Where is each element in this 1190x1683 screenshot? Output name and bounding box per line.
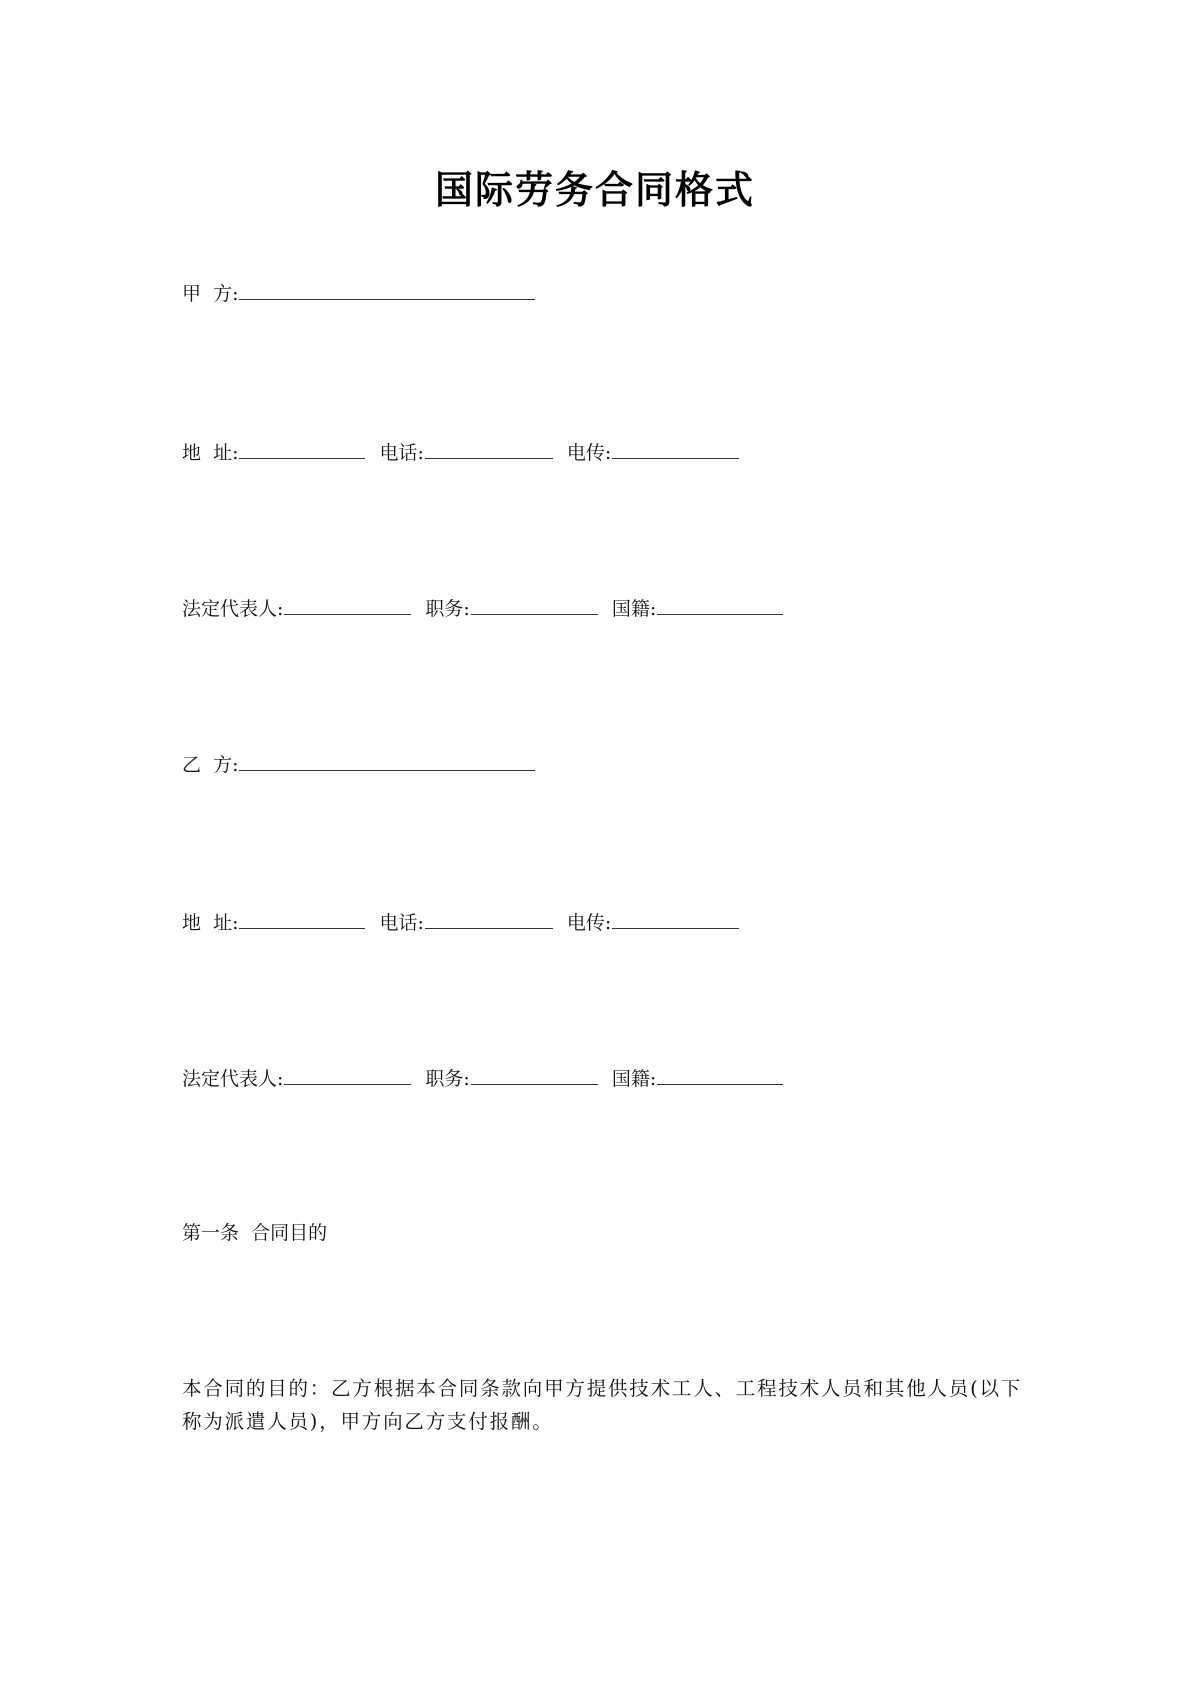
- party-a-position-field[interactable]: [471, 596, 598, 615]
- party-a-fax-label: 电传:: [566, 442, 612, 464]
- party-b-rep-field[interactable]: [284, 1066, 411, 1085]
- party-a-contact-row: [182, 440, 739, 465]
- party-a-rep-row: [182, 596, 783, 621]
- article-1-body-line-2: 称为派遣人员)，甲方向乙方支付报酬。: [182, 1410, 554, 1433]
- party-b-name-row: [182, 752, 535, 777]
- party-b-fax-field[interactable]: [612, 910, 739, 929]
- party-a-phone-label: 电话:: [379, 442, 424, 464]
- party-a-address-field[interactable]: [239, 440, 365, 459]
- party-b-address-label: 地 址:: [182, 912, 239, 934]
- party-b-name-field[interactable]: [239, 752, 535, 771]
- article-1-body: [182, 1372, 1022, 1438]
- party-b-phone-field[interactable]: [425, 910, 553, 929]
- party-a-nationality-label: 国籍:: [611, 598, 657, 620]
- party-b-rep-row: [182, 1066, 783, 1091]
- party-b-position-label: 职务:: [425, 1068, 470, 1090]
- party-b-phone-label: 电话:: [379, 912, 424, 934]
- party-a-rep-field[interactable]: [284, 596, 411, 615]
- party-a-phone-field[interactable]: [425, 440, 553, 459]
- party-b-fax-label: 电传:: [566, 912, 612, 934]
- party-a-name-label: 甲 方:: [182, 283, 239, 305]
- party-a-position-label: 职务:: [425, 598, 470, 620]
- party-a-fax-field[interactable]: [612, 440, 739, 459]
- party-b-name-label: 乙 方:: [182, 754, 239, 776]
- party-b-nationality-label: 国籍:: [611, 1068, 657, 1090]
- party-a-nationality-field[interactable]: [657, 596, 783, 615]
- party-b-nationality-field[interactable]: [657, 1066, 783, 1085]
- party-b-position-field[interactable]: [471, 1066, 598, 1085]
- article-1-heading: 第一条 合同目的: [182, 1222, 328, 1244]
- article-1-body-line-1: 本合同的目的：乙方根据本合同条款向甲方提供技术工人、工程技术人员和其他人员(以下: [182, 1377, 1023, 1400]
- party-a-address-label: 地 址:: [182, 442, 239, 464]
- party-b-rep-label: 法定代表人:: [182, 1068, 284, 1090]
- document-title: 国际劳务合同格式: [434, 167, 755, 212]
- party-a-rep-label: 法定代表人:: [182, 598, 284, 620]
- party-a-name-row: [182, 281, 535, 306]
- party-b-address-field[interactable]: [239, 910, 365, 929]
- party-a-name-field[interactable]: [239, 281, 535, 300]
- party-b-contact-row: [182, 910, 739, 935]
